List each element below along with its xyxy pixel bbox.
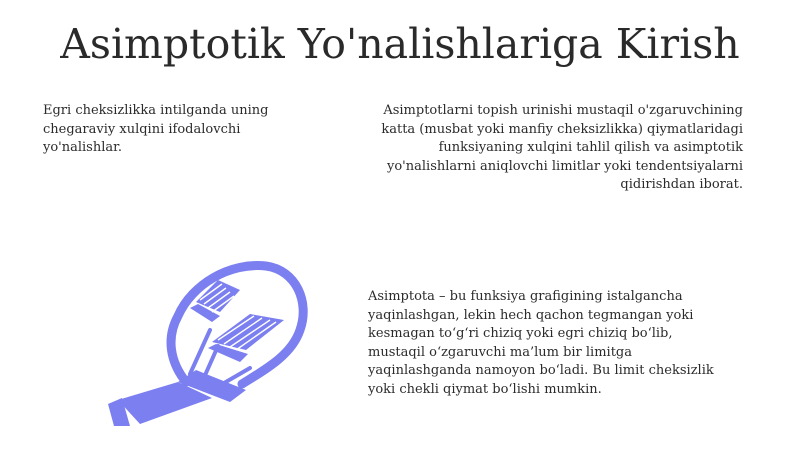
lightbulb-book-icon: [100, 250, 310, 426]
bottom-text-block: Asimptota – bu funksiya grafigining istalgancha yaqinlashgan, lekin hech qachon tegmangan yoki kesmagan to‘g‘ri chiziq yoki egri chiziq bo‘lib, mustaqil o‘zgaruvchi ma’lum bir limitga yaqinlashganda namoyon bo‘ladi. Bu limit cheksizlik yoki chekli qiymat bo‘lishi mumkin.: [368, 289, 714, 397]
right-text-block: Asimptotlarni topish urinishi mustaqil o'zgaruvchining katta (musbat yoki manfiy cheksizlikka) qiymatlaridagi funksiyaning xulqini tahlil qilish va asimptotik yo'nalishlarni aniqlovchi limitlar yoki tendentsiyalarni qidirishdan iborat.: [381, 103, 743, 192]
slide-title: Asimptotik Yo'nalishlariga Kirish: [60, 20, 740, 68]
left-text-block: Egri cheksizlikka intilganda uning chegaraviy xulqini ifodalovchi yo'nalishlar.: [43, 103, 269, 155]
